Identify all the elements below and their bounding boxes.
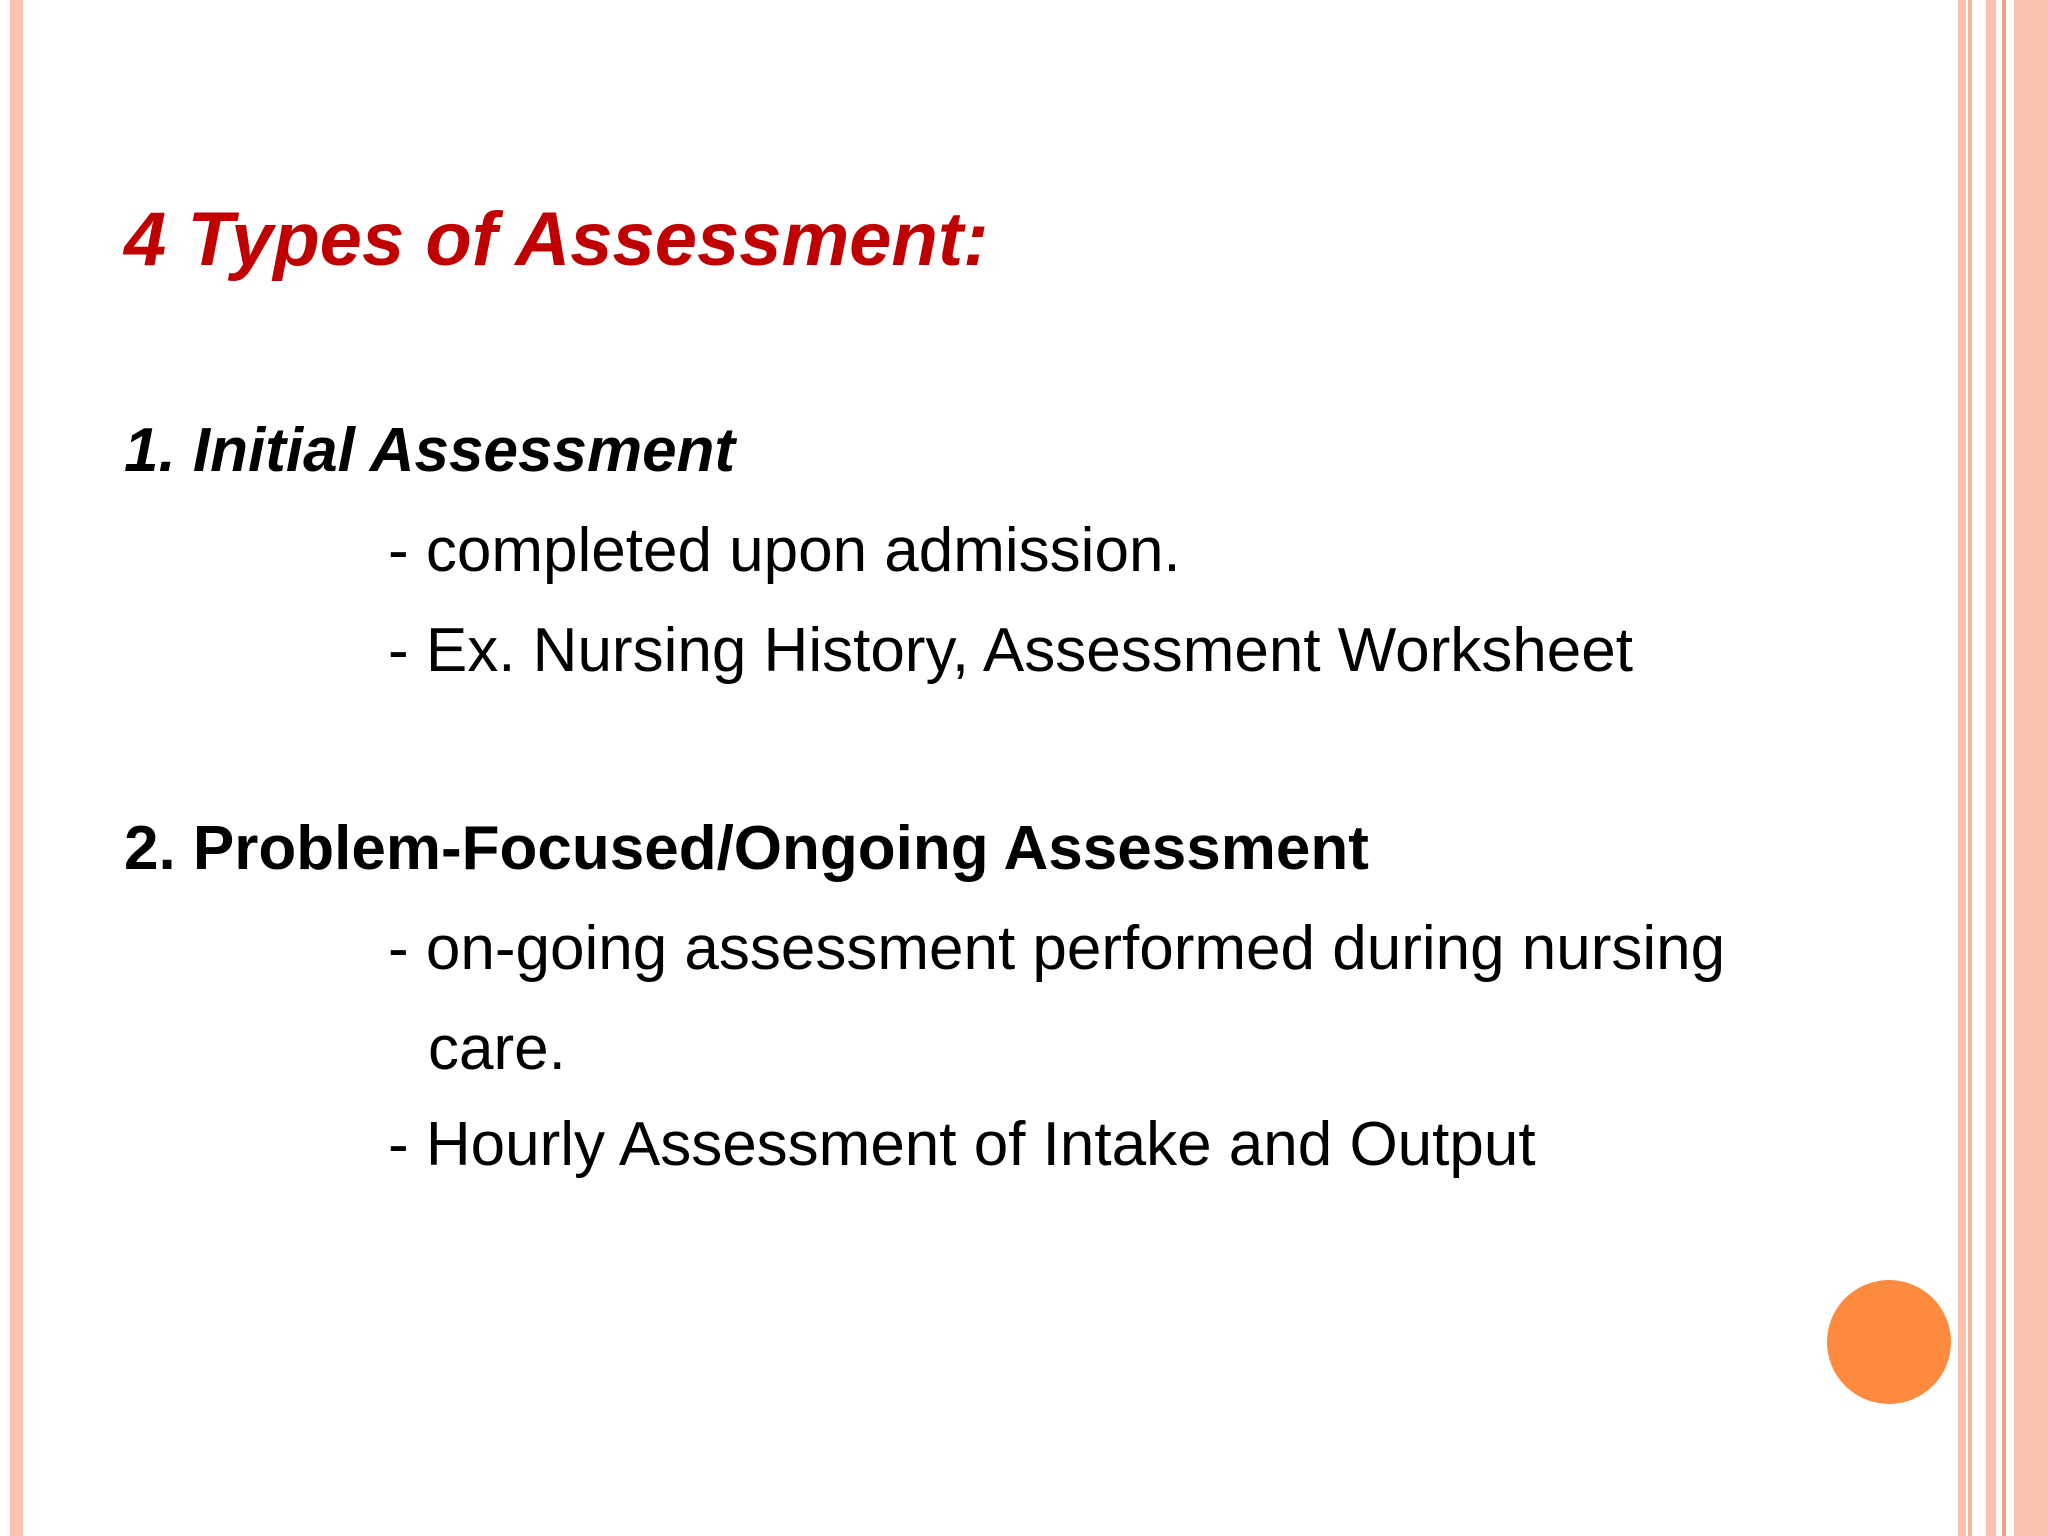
- section-line: - Ex. Nursing History, Assessment Worksheet: [388, 616, 1633, 685]
- stripe: [1958, 0, 1966, 1536]
- section-heading-problem-focused: 2. Problem-Focused/Ongoing Assessment: [124, 814, 1369, 883]
- stripe: [1968, 0, 1972, 1536]
- section-line: - on-going assessment performed during nursing: [388, 914, 1726, 983]
- right-stripes-decoration: [1958, 0, 2048, 1536]
- section-heading-initial: 1. Initial Assessment: [124, 416, 736, 485]
- section-line: - completed upon admission.: [388, 516, 1181, 585]
- stripe: [2014, 0, 2048, 1536]
- slide-title: 4 Types of Assessment:: [124, 197, 989, 282]
- stripe: [1986, 0, 1996, 1536]
- section-line: - Hourly Assessment of Intake and Output: [388, 1110, 1536, 1179]
- section-line: care.: [428, 1014, 566, 1083]
- stripe: [2002, 0, 2006, 1536]
